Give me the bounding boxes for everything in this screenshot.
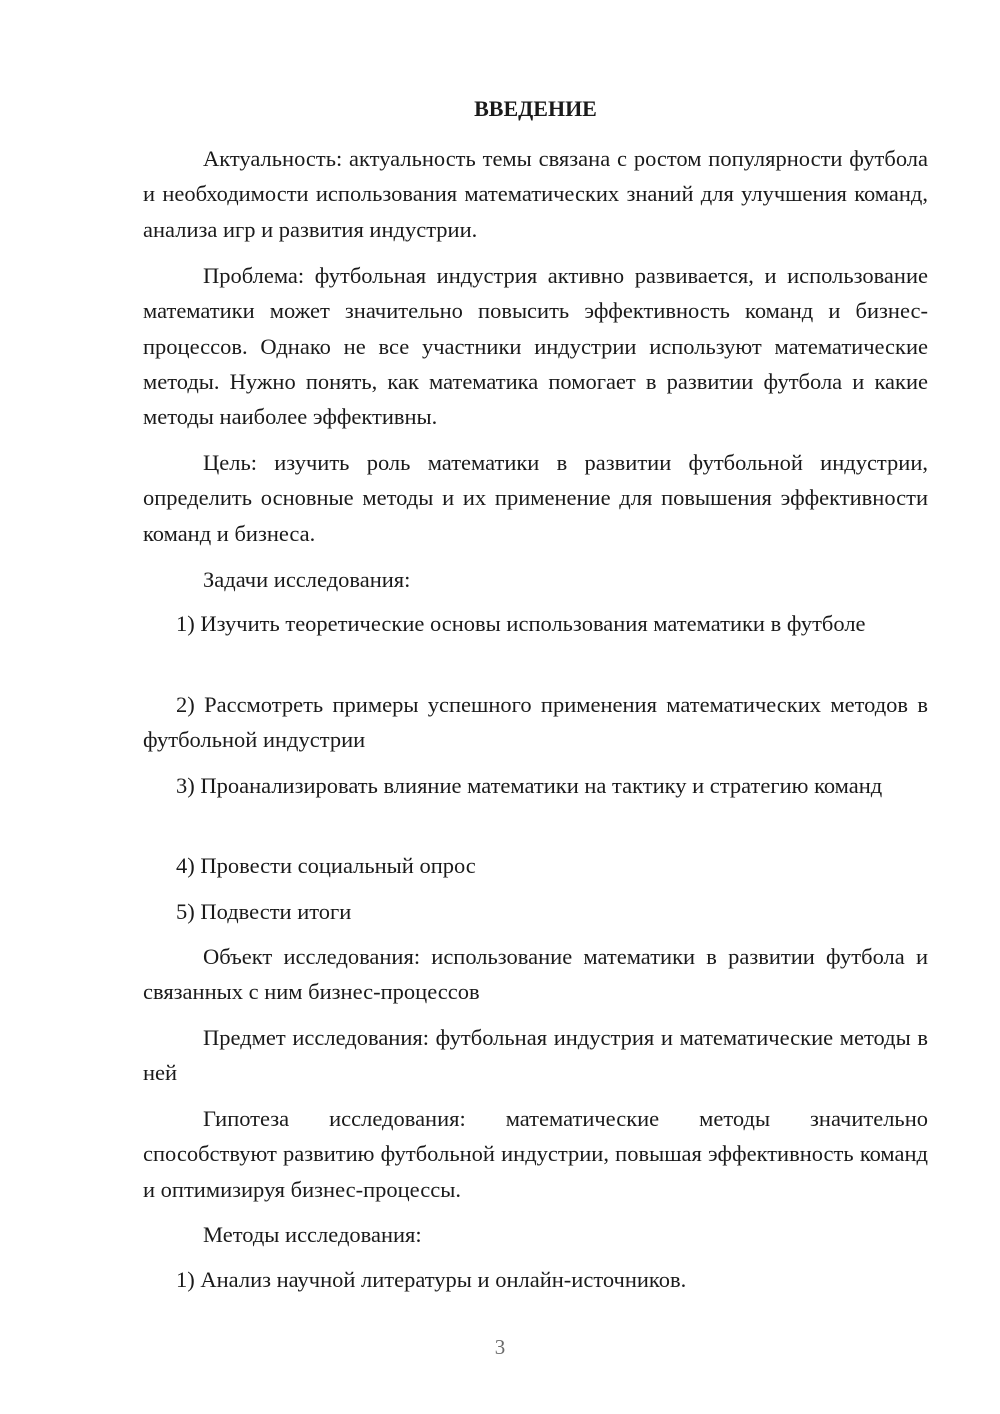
page-number: 3 <box>494 1335 506 1359</box>
tasks-heading: Задачи исследования: <box>203 567 411 592</box>
problem-paragraph: Проблема: футбольная индустрия активно развивается, и использование математики может значительно повысить эффективность команд и бизнес-процессов. Однако не все участники индустрии используют математические методы. Нужно понять, как математика помогает в развитии футбола и какие методы наиболее эффективны. <box>143 263 928 430</box>
task-item: 3) Проанализировать влияние математики на тактику и стратегию команд <box>176 773 883 798</box>
methods-heading: Методы исследования: <box>203 1222 422 1247</box>
object-paragraph: Объект исследования: использование математики в развитии футбола и связанных с ним бизнес-процессов <box>143 944 928 1005</box>
relevance-paragraph: Актуальность: актуальность темы связана с ростом популярности футбола и необходимости использования математических знаний для улучшения команд, анализа игр и развития индустрии. <box>143 146 928 242</box>
task-item: 5) Подвести итоги <box>176 899 352 924</box>
hypothesis-paragraph: Гипотеза исследования: математические методы значительно способствуют развитию футбольной индустрии, повышая эффективность команд и оптимизируя бизнес-процессы. <box>143 1106 928 1202</box>
task-item: 1) Изучить теоретические основы использования математики в футболе <box>176 611 866 636</box>
task-item: 2) Рассмотреть примеры успешного применения математических методов в футбольной индустрии <box>143 692 928 753</box>
subject-paragraph: Предмет исследования: футбольная индустрия и математические методы в ней <box>143 1025 928 1086</box>
page-title: ВВЕДЕНИЕ <box>474 96 597 121</box>
task-item: 4) Провести социальный опрос <box>176 853 476 878</box>
goal-paragraph: Цель: изучить роль математики в развитии футбольной индустрии, определить основные методы и их применение для повышения эффективности команд и бизнеса. <box>143 450 928 546</box>
method-item: 1) Анализ научной литературы и онлайн-источников. <box>176 1267 687 1292</box>
